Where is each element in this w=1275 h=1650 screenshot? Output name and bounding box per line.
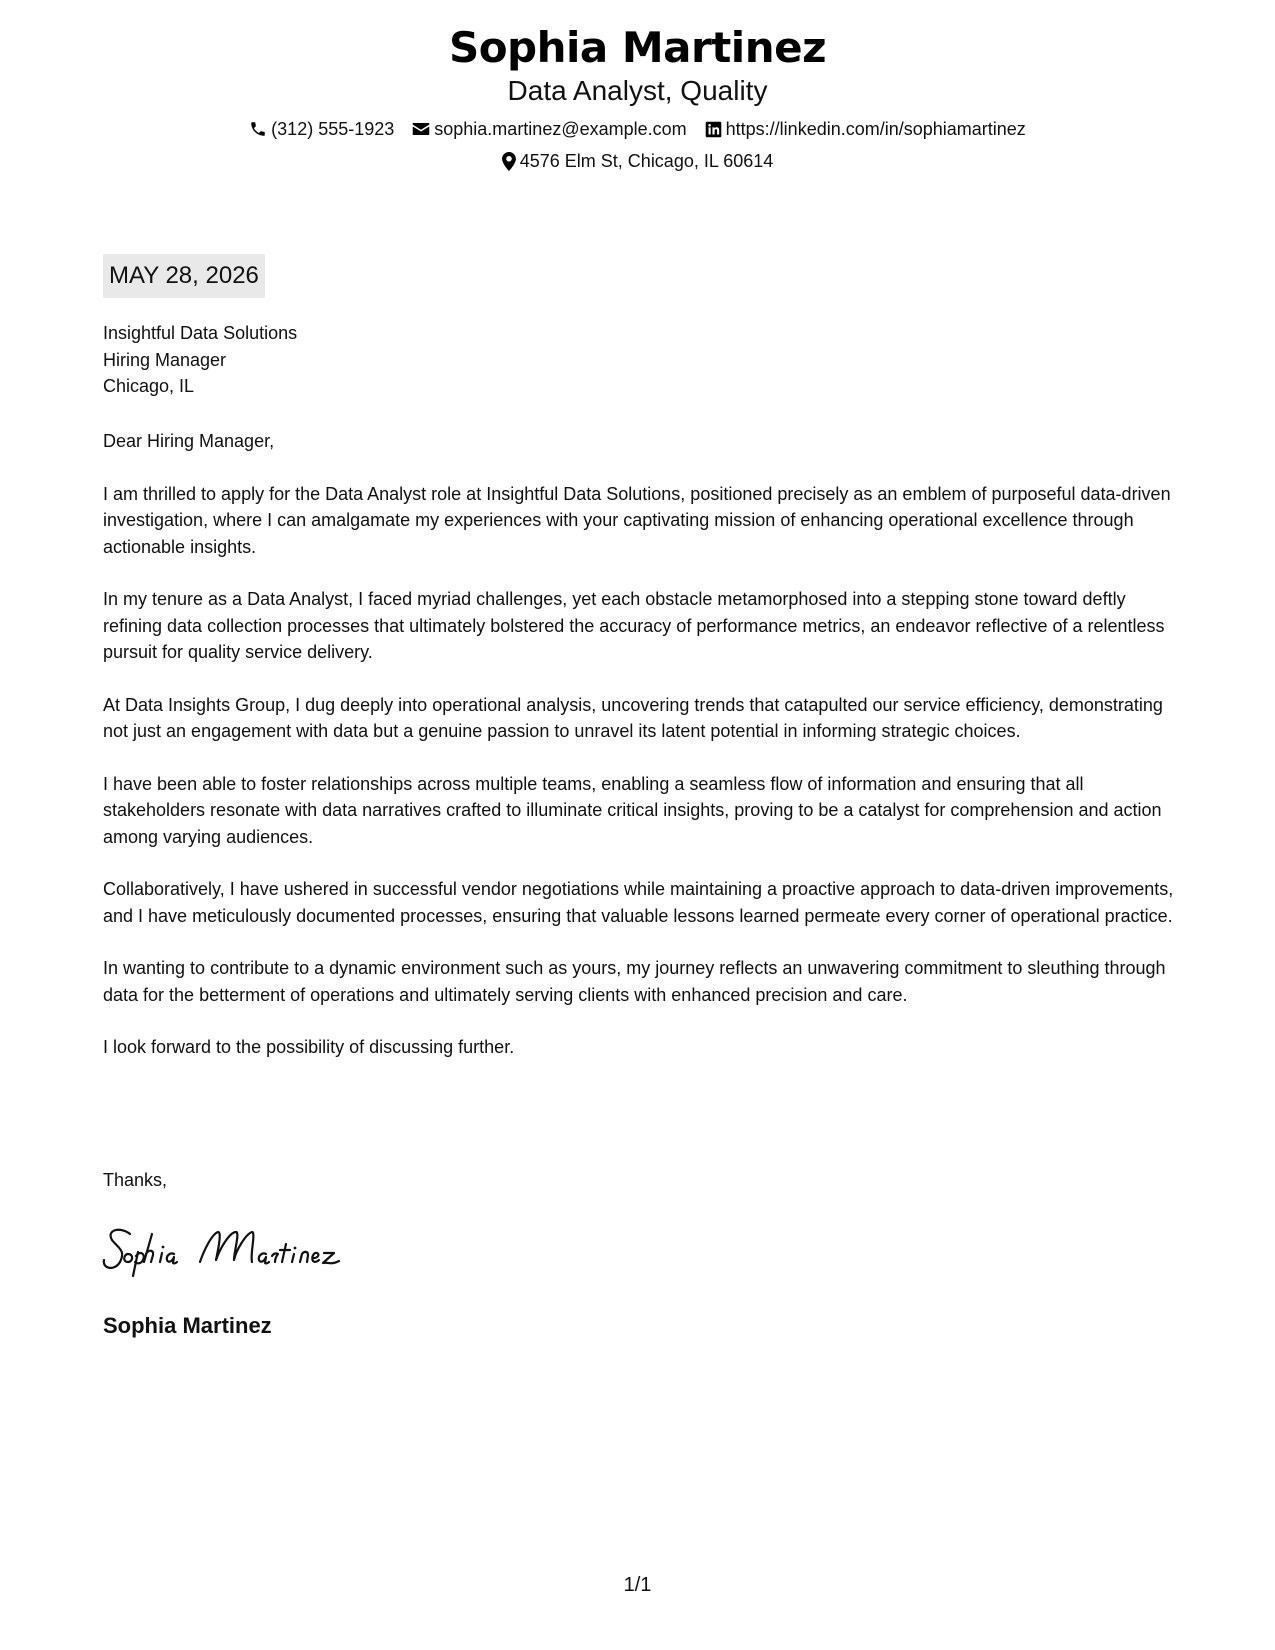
email-text[interactable]: sophia.martinez@example.com [434, 119, 687, 139]
letter-header [0, 22, 1275, 174]
map-marker-icon [502, 152, 516, 171]
phone-text: (312) 555-1923 [271, 119, 395, 139]
envelope-icon [412, 121, 430, 137]
salutation: Dear Hiring Manager, [103, 431, 275, 451]
applicant-name: Sophia Martinez [448, 23, 827, 72]
page-number: 1/1 [623, 1574, 652, 1596]
recipient-block [103, 320, 297, 400]
signed-name: Sophia Martinez [103, 1313, 272, 1338]
body-paragraph: In my tenure as a Data Analyst, I faced myriad challenges, yet each obstacle metamorphosed into a stepping stone toward deftly refining data collection processes that ultimately bolstered the accuracy of performance metrics, an endeavor reflective of a relentless pursuit for quality service delivery. [103, 589, 1165, 662]
contact-email[interactable] [412, 116, 686, 142]
applicant-job-title: Data Analyst, Quality [507, 75, 768, 106]
phone-icon [249, 120, 267, 138]
contact-phone [249, 116, 394, 142]
body-paragraph: I am thrilled to apply for the Data Analyst role at Insightful Data Solutions, positioned precisely as an emblem of purposeful data-driven investigation, where I can amalgamate my experiences with your captivating mission of enhancing operational excellence through actionable insights. [103, 483, 1171, 557]
handwritten-signature [100, 1220, 370, 1280]
body-paragraph: In wanting to contribute to a dynamic environment such as yours, my journey reflects an unwavering commitment to sleuthing through data for the betterment of operations and ultimately serving clients with enhanced precision and care. [103, 958, 1166, 1005]
contact-row-primary [0, 116, 1275, 142]
contact-row-address [0, 148, 1275, 174]
contact-address [502, 148, 774, 174]
closing: Thanks, [103, 1170, 168, 1190]
body-paragraph: At Data Insights Group, I dug deeply into operational analysis, uncovering trends that catapulted our service efficiency, demonstrating not just an engagement with data but a genuine passion to unravel its latent potential in informing strategic choices. [103, 694, 1163, 741]
recipient-location: Chicago, IL [103, 376, 195, 396]
linkedin-icon [705, 121, 722, 138]
letter-body [103, 428, 1178, 1087]
body-paragraph: Collaboratively, I have ushered in successful vendor negotiations while maintaining a proactive approach to data-driven improvements, and I have meticulously documented processes, ensuring that valuable lessons learned permeate every corner of operational practice. [103, 879, 1174, 926]
recipient-company: Insightful Data Solutions [103, 323, 298, 343]
body-paragraph: I look forward to the possibility of discussing further. [103, 1037, 515, 1057]
address-text: 4576 Elm St, Chicago, IL 60614 [519, 151, 774, 171]
linkedin-text[interactable]: https://linkedin.com/in/sophiamartinez [725, 119, 1026, 139]
letter-date: MAY 28, 2026 [103, 254, 265, 298]
body-paragraph: I have been able to foster relationships across multiple teams, enabling a seamless flow of information and ensuring that all stakeholders resonate with data narratives crafted to illuminate critical insights, proving to be a catalyst for comprehension and action among varying audiences. [103, 773, 1162, 847]
contact-linkedin[interactable] [705, 116, 1026, 142]
recipient-role: Hiring Manager [103, 349, 227, 370]
